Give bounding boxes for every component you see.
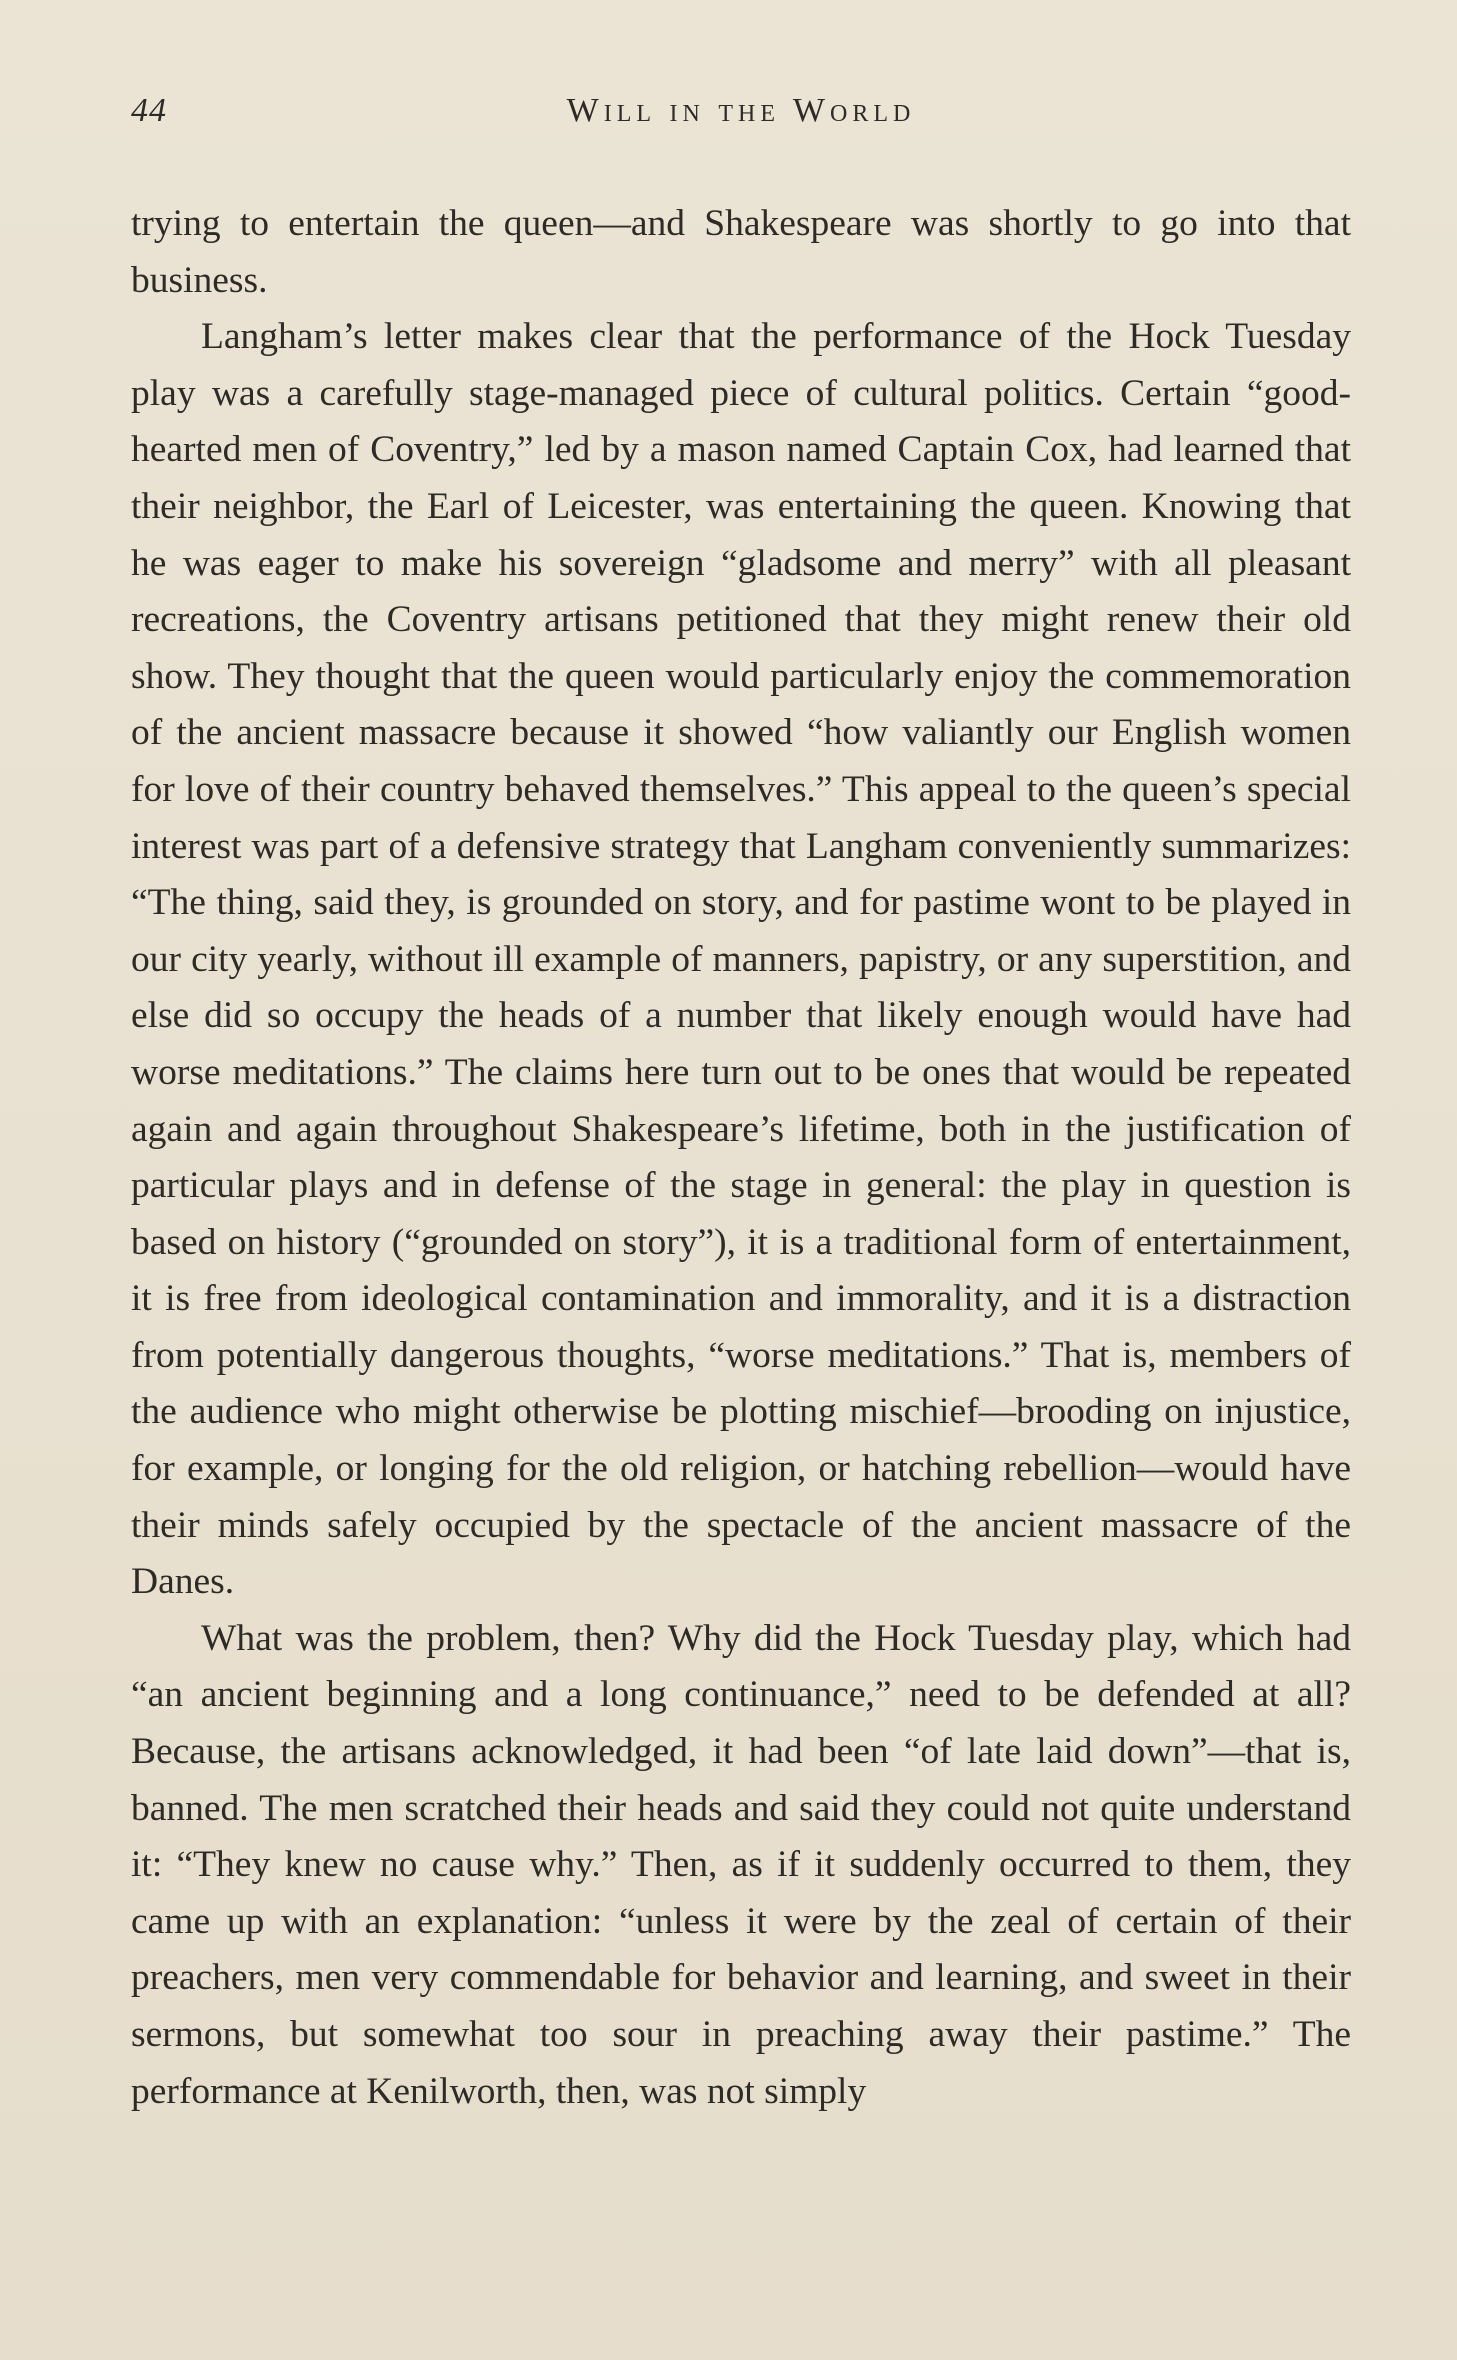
book-title: Will in the World <box>566 92 916 129</box>
running-head <box>131 92 1351 142</box>
paragraph-langham-letter: Langham’s letter makes clear that the performance of the Hock Tuesday play was a carefully stage-managed piece of cultural politics. Certain “good-hearted men of Coventry,” led by a mason named Captain Cox, had learned that their neighbor, the Earl of Leicester, was entertaining the queen. Knowing that he was eager to make his sovereign “gladsome and merry” with all pleasant recreations, the Coventry artisans petitioned that they might renew their old show. They thought that the queen would particularly enjoy the commemoration of the ancient massacre because it showed “how valiantly our English women for love of their country behaved themselves.” This appeal to the queen’s special interest was part of a defensive strategy that Langham conveniently summarizes: “The thing, said they, is grounded on story, and for pastime wont to be played in our city yearly, without ill example of manners, papistry, or any superstition, and else did so occupy the heads of a number that likely enough would have had worse meditations.” The claims here turn out to be ones that would be repeated again and again throughout Shakespeare’s lifetime, both in the justification of particular plays and in defense of the stage in general: the play in question is based on history (“grounded on story”), it is a traditional form of entertainment, it is free from ideological contamination and immorality, and it is a distraction from potentially dangerous thoughts, “worse meditations.” That is, members of the audience who might otherwise be plotting mischief—brooding on injustice, for example, or longing for the old religion, or hatching rebellion—would have their minds safely occupied by the spectacle of the ancient massacre of the Danes. <box>131 316 1351 1603</box>
paragraph-problem: What was the problem, then? Why did the Hock Tuesday play, which had “an ancient beginning and a long continuance,” need to be defended at all? Because, the artisans acknowledged, it had been “of late laid down”—that is, banned. The men scratched their heads and said they could not quite understand it: “They knew no cause why.” Then, as if it suddenly occurred to them, they came up with an explanation: “unless it were by the zeal of certain of their preachers, men very commendable for behavior and learning, and sweet in their sermons, but somewhat too sour in preaching away their pastime.” The performance at Kenilworth, then, was not simply <box>131 1617 1351 2112</box>
page-number: 44 <box>131 92 167 129</box>
body-text <box>131 196 1351 2120</box>
paragraph-continued: trying to entertain the queen—and Shakespeare was shortly to go into that business. <box>131 203 1351 301</box>
